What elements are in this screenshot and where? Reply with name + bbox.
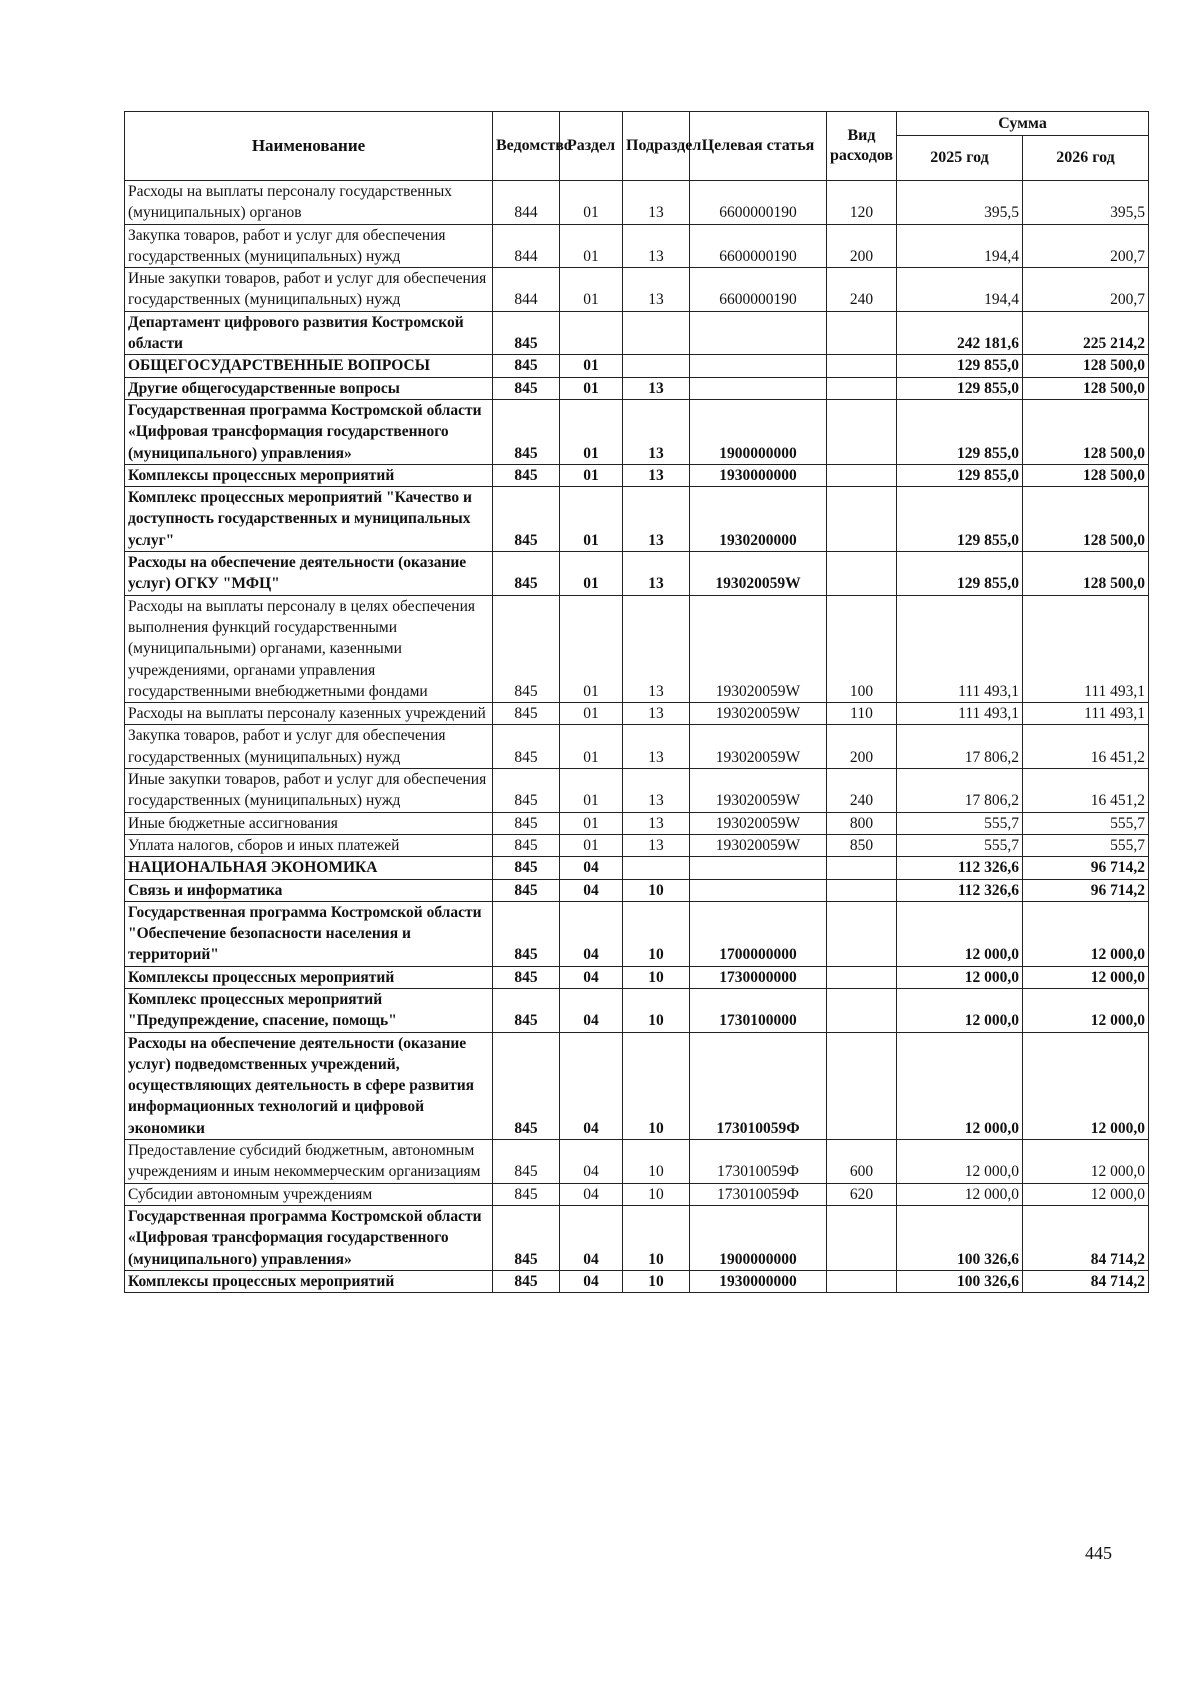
- page-number: 445: [1085, 1543, 1112, 1563]
- cell-name: Расходы на обеспечение деятельности (оказание услуг) подведомственных учреждений, осуществляющих деятельность в сфере развития информационных технологий и цифровой экономики: [125, 1032, 493, 1139]
- cell-vid: [827, 487, 897, 552]
- cell-vid: [827, 879, 897, 901]
- cell-vedomstvo: 845: [493, 901, 560, 966]
- cell-sum-2025: 242 181,6: [897, 311, 1023, 355]
- cell-podrazdel: 13: [623, 464, 690, 486]
- cell-vedomstvo: 845: [493, 834, 560, 856]
- cell-name: Департамент цифрового развития Костромской области: [125, 311, 493, 355]
- cell-vedomstvo: 844: [493, 181, 560, 225]
- table-row: [125, 1270, 1149, 1292]
- cell-sum-2026: 128 500,0: [1023, 399, 1149, 464]
- cell-razdel: 04: [560, 901, 623, 966]
- header-2026: 2026 год: [1023, 136, 1149, 181]
- cell-sum-2025: 129 855,0: [897, 464, 1023, 486]
- cell-sum-2026: 555,7: [1023, 812, 1149, 834]
- cell-razdel: 04: [560, 1140, 623, 1184]
- cell-vid: [827, 464, 897, 486]
- cell-target: 1930000000: [690, 464, 827, 486]
- cell-sum-2025: 129 855,0: [897, 355, 1023, 377]
- cell-name: ОБЩЕГОСУДАРСТВЕННЫЕ ВОПРОСЫ: [125, 355, 493, 377]
- cell-vid: 800: [827, 812, 897, 834]
- cell-name: Предоставление субсидий бюджетным, автономным учреждениям и иным некоммерческим организациям: [125, 1140, 493, 1184]
- cell-name: Государственная программа Костромской области «Цифровая трансформация государственного (муниципального) управления»: [125, 399, 493, 464]
- cell-vid: 120: [827, 181, 897, 225]
- cell-target: 1900000000: [690, 399, 827, 464]
- cell-razdel: 01: [560, 399, 623, 464]
- header-2025: 2025 год: [897, 136, 1023, 181]
- cell-vedomstvo: 845: [493, 399, 560, 464]
- cell-name: Расходы на выплаты персоналу в целях обеспечения выполнения функций государственными (муниципальными) органами, казенными учреждениями, органами управления государственными внебюджетными фондами: [125, 595, 493, 702]
- cell-vedomstvo: 845: [493, 377, 560, 399]
- cell-sum-2026: 12 000,0: [1023, 966, 1149, 988]
- cell-sum-2026: 96 714,2: [1023, 879, 1149, 901]
- cell-sum-2025: 129 855,0: [897, 487, 1023, 552]
- table-row: [125, 901, 1149, 966]
- cell-vid: 100: [827, 595, 897, 702]
- cell-name: Связь и информатика: [125, 879, 493, 901]
- cell-razdel: 01: [560, 552, 623, 596]
- cell-sum-2026: 84 714,2: [1023, 1205, 1149, 1270]
- cell-sum-2025: 12 000,0: [897, 1140, 1023, 1184]
- table-row: [125, 988, 1149, 1032]
- cell-podrazdel: 13: [623, 725, 690, 769]
- cell-sum-2026: 128 500,0: [1023, 377, 1149, 399]
- cell-vid: [827, 1032, 897, 1139]
- cell-sum-2026: 200,7: [1023, 224, 1149, 268]
- cell-podrazdel: 10: [623, 1205, 690, 1270]
- cell-name: Расходы на выплаты персоналу государственных (муниципальных) органов: [125, 181, 493, 225]
- cell-target: 173010059Ф: [690, 1140, 827, 1184]
- cell-target: 193020059W: [690, 834, 827, 856]
- header-name: Наименование: [125, 112, 493, 181]
- cell-vedomstvo: 845: [493, 595, 560, 702]
- cell-podrazdel: 13: [623, 595, 690, 702]
- cell-sum-2025: 12 000,0: [897, 966, 1023, 988]
- cell-name: Иные закупки товаров, работ и услуг для обеспечения государственных (муниципальных) нужд: [125, 268, 493, 312]
- cell-razdel: 04: [560, 1032, 623, 1139]
- cell-vedomstvo: 845: [493, 1140, 560, 1184]
- cell-sum-2025: 194,4: [897, 268, 1023, 312]
- cell-vedomstvo: 845: [493, 879, 560, 901]
- cell-sum-2025: 12 000,0: [897, 1032, 1023, 1139]
- cell-razdel: 04: [560, 988, 623, 1032]
- cell-razdel: 04: [560, 1205, 623, 1270]
- cell-razdel: 01: [560, 834, 623, 856]
- cell-vedomstvo: 845: [493, 769, 560, 813]
- cell-name: Уплата налогов, сборов и иных платежей: [125, 834, 493, 856]
- cell-vid: [827, 552, 897, 596]
- cell-vid: 600: [827, 1140, 897, 1184]
- cell-vid: [827, 966, 897, 988]
- cell-razdel: 01: [560, 224, 623, 268]
- cell-vid: [827, 399, 897, 464]
- cell-vid: [827, 377, 897, 399]
- table-row: [125, 857, 1149, 879]
- cell-razdel: 01: [560, 487, 623, 552]
- cell-target: [690, 355, 827, 377]
- cell-podrazdel: 10: [623, 1270, 690, 1292]
- header-razdel: Раздел: [560, 112, 623, 181]
- cell-target: 1730000000: [690, 966, 827, 988]
- cell-name: Комплекс процессных мероприятий "Предупреждение, спасение, помощь": [125, 988, 493, 1032]
- table-header: [125, 112, 1149, 181]
- cell-podrazdel: 13: [623, 834, 690, 856]
- table-row: [125, 1140, 1149, 1184]
- cell-sum-2025: 129 855,0: [897, 377, 1023, 399]
- cell-vedomstvo: 845: [493, 464, 560, 486]
- cell-target: 1700000000: [690, 901, 827, 966]
- cell-sum-2026: 12 000,0: [1023, 988, 1149, 1032]
- cell-sum-2026: 395,5: [1023, 181, 1149, 225]
- cell-vedomstvo: 845: [493, 355, 560, 377]
- cell-target: 1930000000: [690, 1270, 827, 1292]
- cell-razdel: 01: [560, 355, 623, 377]
- cell-vedomstvo: 845: [493, 857, 560, 879]
- cell-razdel: 01: [560, 703, 623, 725]
- cell-sum-2026: 84 714,2: [1023, 1270, 1149, 1292]
- cell-name: Государственная программа Костромской области "Обеспечение безопасности населения и территорий": [125, 901, 493, 966]
- cell-podrazdel: 13: [623, 268, 690, 312]
- cell-razdel: 04: [560, 1270, 623, 1292]
- cell-vedomstvo: 845: [493, 812, 560, 834]
- cell-target: 193020059W: [690, 725, 827, 769]
- cell-name: Иные бюджетные ассигнования: [125, 812, 493, 834]
- cell-sum-2026: 12 000,0: [1023, 901, 1149, 966]
- cell-vedomstvo: 844: [493, 268, 560, 312]
- cell-target: 193020059W: [690, 552, 827, 596]
- cell-vid: [827, 355, 897, 377]
- cell-sum-2025: 17 806,2: [897, 769, 1023, 813]
- header-vedomstvo: Ведомство: [493, 112, 560, 181]
- table-row: [125, 552, 1149, 596]
- table-row: [125, 355, 1149, 377]
- cell-name: Комплекс процессных мероприятий "Качество и доступность государственных и муниципальных услуг": [125, 487, 493, 552]
- cell-sum-2025: 12 000,0: [897, 1183, 1023, 1205]
- table-body: [125, 181, 1149, 1293]
- cell-sum-2026: 16 451,2: [1023, 725, 1149, 769]
- cell-vid: [827, 1205, 897, 1270]
- cell-sum-2025: 111 493,1: [897, 595, 1023, 702]
- table-row: [125, 487, 1149, 552]
- cell-target: [690, 857, 827, 879]
- cell-sum-2026: 96 714,2: [1023, 857, 1149, 879]
- cell-sum-2025: 17 806,2: [897, 725, 1023, 769]
- cell-vid: 240: [827, 769, 897, 813]
- cell-vedomstvo: 845: [493, 311, 560, 355]
- cell-sum-2026: 128 500,0: [1023, 552, 1149, 596]
- table-row: [125, 595, 1149, 702]
- cell-vid: [827, 857, 897, 879]
- cell-target: 6600000190: [690, 268, 827, 312]
- cell-target: 1930200000: [690, 487, 827, 552]
- cell-podrazdel: [623, 355, 690, 377]
- cell-name: Комплексы процессных мероприятий: [125, 966, 493, 988]
- cell-vid: [827, 988, 897, 1032]
- cell-target: 1900000000: [690, 1205, 827, 1270]
- cell-target: [690, 311, 827, 355]
- table-row: [125, 834, 1149, 856]
- cell-razdel: 01: [560, 181, 623, 225]
- cell-vedomstvo: 845: [493, 487, 560, 552]
- table-row: [125, 464, 1149, 486]
- cell-sum-2026: 16 451,2: [1023, 769, 1149, 813]
- cell-sum-2025: 395,5: [897, 181, 1023, 225]
- cell-target: 173010059Ф: [690, 1183, 827, 1205]
- cell-vid: 200: [827, 224, 897, 268]
- cell-sum-2026: 225 214,2: [1023, 311, 1149, 355]
- table-row: [125, 879, 1149, 901]
- cell-sum-2025: 112 326,6: [897, 879, 1023, 901]
- cell-sum-2025: 111 493,1: [897, 703, 1023, 725]
- cell-razdel: [560, 311, 623, 355]
- cell-sum-2026: 200,7: [1023, 268, 1149, 312]
- cell-podrazdel: 10: [623, 901, 690, 966]
- cell-sum-2025: 12 000,0: [897, 988, 1023, 1032]
- cell-podrazdel: 10: [623, 1140, 690, 1184]
- cell-name: Иные закупки товаров, работ и услуг для обеспечения государственных (муниципальных) нужд: [125, 769, 493, 813]
- cell-sum-2026: 12 000,0: [1023, 1032, 1149, 1139]
- header-target: Целевая статья: [690, 112, 827, 181]
- cell-vedomstvo: 845: [493, 988, 560, 1032]
- cell-sum-2025: 12 000,0: [897, 901, 1023, 966]
- budget-table: [124, 111, 1149, 1293]
- cell-name: Комплексы процессных мероприятий: [125, 464, 493, 486]
- cell-sum-2026: 12 000,0: [1023, 1140, 1149, 1184]
- cell-razdel: 01: [560, 268, 623, 312]
- cell-vedomstvo: 845: [493, 966, 560, 988]
- cell-name: Закупка товаров, работ и услуг для обеспечения государственных (муниципальных) нужд: [125, 224, 493, 268]
- cell-razdel: 04: [560, 857, 623, 879]
- cell-podrazdel: 13: [623, 703, 690, 725]
- cell-target: 193020059W: [690, 812, 827, 834]
- cell-vid: 200: [827, 725, 897, 769]
- table-row: [125, 1205, 1149, 1270]
- cell-razdel: 01: [560, 769, 623, 813]
- cell-sum-2025: 112 326,6: [897, 857, 1023, 879]
- cell-name: Расходы на обеспечение деятельности (оказание услуг) ОГКУ "МФЦ": [125, 552, 493, 596]
- cell-podrazdel: 10: [623, 966, 690, 988]
- cell-target: [690, 377, 827, 399]
- cell-sum-2026: 128 500,0: [1023, 355, 1149, 377]
- cell-vid: 110: [827, 703, 897, 725]
- header-podrazdel: Подраздел: [623, 112, 690, 181]
- table-row: [125, 1183, 1149, 1205]
- cell-podrazdel: [623, 857, 690, 879]
- cell-name: Субсидии автономным учреждениям: [125, 1183, 493, 1205]
- table-row: [125, 769, 1149, 813]
- cell-name: Закупка товаров, работ и услуг для обеспечения государственных (муниципальных) нужд: [125, 725, 493, 769]
- cell-podrazdel: 13: [623, 487, 690, 552]
- cell-razdel: 04: [560, 966, 623, 988]
- cell-vedomstvo: 845: [493, 552, 560, 596]
- cell-podrazdel: [623, 311, 690, 355]
- header-vid: Вид расходов: [827, 112, 897, 181]
- cell-vid: [827, 1270, 897, 1292]
- cell-target: 193020059W: [690, 703, 827, 725]
- cell-vedomstvo: 845: [493, 1205, 560, 1270]
- cell-vid: [827, 901, 897, 966]
- cell-sum-2026: 111 493,1: [1023, 595, 1149, 702]
- cell-target: 6600000190: [690, 181, 827, 225]
- cell-sum-2025: 555,7: [897, 834, 1023, 856]
- cell-sum-2026: 128 500,0: [1023, 464, 1149, 486]
- cell-sum-2026: 111 493,1: [1023, 703, 1149, 725]
- cell-sum-2025: 129 855,0: [897, 399, 1023, 464]
- cell-vedomstvo: 845: [493, 703, 560, 725]
- table-row: [125, 399, 1149, 464]
- cell-vid: 620: [827, 1183, 897, 1205]
- table-row: [125, 703, 1149, 725]
- cell-podrazdel: 13: [623, 224, 690, 268]
- cell-razdel: 01: [560, 464, 623, 486]
- cell-target: [690, 879, 827, 901]
- cell-sum-2025: 100 326,6: [897, 1205, 1023, 1270]
- cell-name: Другие общегосударственные вопросы: [125, 377, 493, 399]
- cell-name: НАЦИОНАЛЬНАЯ ЭКОНОМИКА: [125, 857, 493, 879]
- cell-sum-2026: 128 500,0: [1023, 487, 1149, 552]
- cell-podrazdel: 13: [623, 552, 690, 596]
- table-row: [125, 812, 1149, 834]
- cell-target: 193020059W: [690, 595, 827, 702]
- table-row: [125, 377, 1149, 399]
- cell-razdel: 01: [560, 812, 623, 834]
- cell-target: 6600000190: [690, 224, 827, 268]
- cell-razdel: 01: [560, 595, 623, 702]
- header-summa: Сумма: [897, 112, 1149, 136]
- cell-sum-2025: 129 855,0: [897, 552, 1023, 596]
- cell-razdel: 04: [560, 879, 623, 901]
- cell-vedomstvo: 845: [493, 1183, 560, 1205]
- cell-vedomstvo: 845: [493, 725, 560, 769]
- table-row: [125, 268, 1149, 312]
- cell-vid: 850: [827, 834, 897, 856]
- cell-podrazdel: 10: [623, 879, 690, 901]
- cell-razdel: 01: [560, 725, 623, 769]
- cell-podrazdel: 13: [623, 812, 690, 834]
- cell-vedomstvo: 844: [493, 224, 560, 268]
- cell-sum-2025: 555,7: [897, 812, 1023, 834]
- table-row: [125, 181, 1149, 225]
- table-row: [125, 1032, 1149, 1139]
- cell-target: 173010059Ф: [690, 1032, 827, 1139]
- cell-podrazdel: 13: [623, 181, 690, 225]
- cell-podrazdel: 13: [623, 377, 690, 399]
- cell-sum-2025: 100 326,6: [897, 1270, 1023, 1292]
- cell-vedomstvo: 845: [493, 1270, 560, 1292]
- table-row: [125, 311, 1149, 355]
- cell-sum-2025: 194,4: [897, 224, 1023, 268]
- cell-vedomstvo: 845: [493, 1032, 560, 1139]
- cell-razdel: 04: [560, 1183, 623, 1205]
- table-row: [125, 224, 1149, 268]
- cell-name: Государственная программа Костромской области «Цифровая трансформация государственного (муниципального) управления»: [125, 1205, 493, 1270]
- cell-target: 193020059W: [690, 769, 827, 813]
- cell-podrazdel: 10: [623, 1183, 690, 1205]
- cell-podrazdel: 13: [623, 399, 690, 464]
- cell-vid: [827, 311, 897, 355]
- cell-razdel: 01: [560, 377, 623, 399]
- cell-sum-2026: 12 000,0: [1023, 1183, 1149, 1205]
- cell-target: 1730100000: [690, 988, 827, 1032]
- cell-vid: 240: [827, 268, 897, 312]
- cell-podrazdel: 10: [623, 1032, 690, 1139]
- cell-podrazdel: 13: [623, 769, 690, 813]
- cell-name: Комплексы процессных мероприятий: [125, 1270, 493, 1292]
- table-row: [125, 725, 1149, 769]
- cell-podrazdel: 10: [623, 988, 690, 1032]
- cell-sum-2026: 555,7: [1023, 834, 1149, 856]
- cell-name: Расходы на выплаты персоналу казенных учреждений: [125, 703, 493, 725]
- table-row: [125, 966, 1149, 988]
